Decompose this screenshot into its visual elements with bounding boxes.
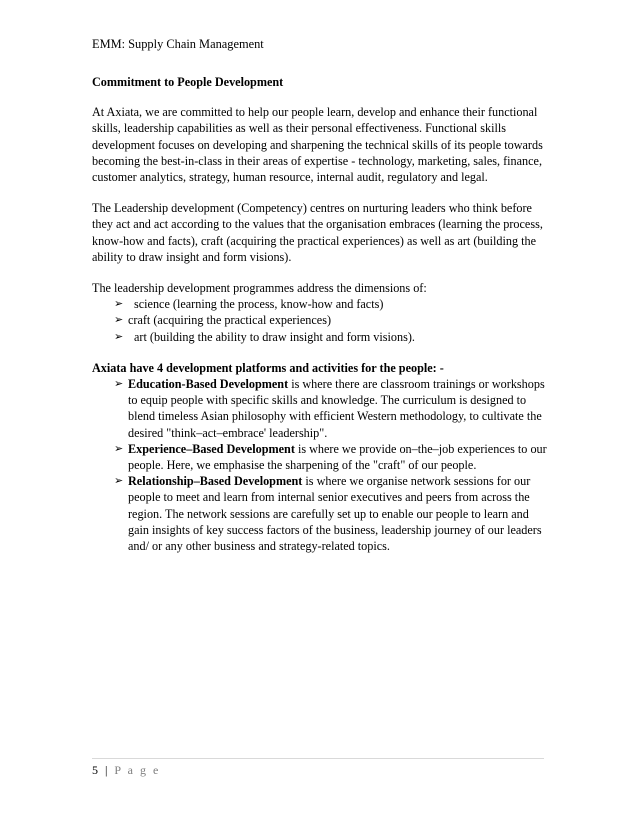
arrow-bullet-icon: ➢ bbox=[114, 378, 124, 391]
section-title: Commitment to People Development bbox=[92, 75, 284, 89]
document-page bbox=[92, 36, 552, 554]
platform-item-education bbox=[114, 376, 552, 441]
arrow-bullet-icon: ➢ bbox=[114, 330, 124, 343]
platform-text: is where we organise network sessions for our people to meet and learn from internal senior executives and peers from across the region. The network sessions are carefully set up to enable our people to learn and gain insights of key success factors of the business, leadership journey of our leaders and/ or any other business and strategy-related topics. bbox=[128, 474, 542, 554]
platform-text: is where we provide on–the–job experiences to our people. Here, we emphasise the sharpening of the "craft" of our people. bbox=[128, 441, 547, 473]
dimension-text: art (building the ability to draw insight and form visions). bbox=[134, 329, 415, 344]
platform-text: is where there are classroom trainings or workshops to equip people with specific skills and knowledge. The curriculum is designed to blend timeless Asian philosophy with efficient Western methodology, to cultivate the desired "think–act–embrace' leadership". bbox=[128, 377, 545, 440]
dimension-text: science (learning the process, know-how and facts) bbox=[134, 297, 384, 312]
running-header: EMM: Supply Chain Management bbox=[92, 37, 264, 51]
arrow-bullet-icon: ➢ bbox=[114, 298, 124, 311]
platforms-list bbox=[92, 376, 552, 554]
platform-description bbox=[128, 473, 552, 554]
dimension-item-craft bbox=[114, 312, 552, 328]
page-label: P a g e bbox=[114, 763, 161, 777]
platform-name: Experience–Based Development bbox=[128, 441, 295, 456]
arrow-bullet-icon: ➢ bbox=[114, 475, 124, 488]
leadership-paragraph: The Leadership development (Competency) centres on nurturing leaders who think before they act and act according to the values that the organisation embraces (learning the process, know-how and facts), craft (acquiring the practical experiences) as well as art (building the ability to draw insight and form visions). bbox=[92, 201, 543, 264]
dimensions-intro: The leadership development programmes address the dimensions of: bbox=[92, 281, 427, 296]
dimension-item-art bbox=[114, 329, 552, 345]
commitment-paragraph: At Axiata, we are committed to help our people learn, develop and enhance their functional skills, leadership capabilities as well as their personal effectiveness. Functional skills development focuses on developing and sharpening the technical skills of its people towards becoming the best-in-class in their areas of expertise - technology, marketing, sales, finance, customer analytics, strategy, human resource, internal audit, regulatory and legal. bbox=[92, 105, 543, 185]
dimension-item-science bbox=[114, 296, 552, 312]
platform-description bbox=[128, 441, 552, 473]
platform-description bbox=[128, 376, 552, 441]
footer-separator: | bbox=[105, 763, 108, 777]
dimensions-list bbox=[92, 296, 552, 345]
page-number: 5 bbox=[92, 763, 98, 777]
dimension-text: craft (acquiring the practical experiences) bbox=[128, 313, 332, 328]
platform-name: Relationship–Based Development bbox=[128, 474, 303, 489]
platform-item-experience bbox=[114, 441, 552, 473]
platform-name: Education-Based Development bbox=[128, 377, 289, 392]
page-footer bbox=[92, 758, 544, 778]
arrow-bullet-icon: ➢ bbox=[114, 442, 124, 455]
platform-item-relationship bbox=[114, 473, 552, 554]
arrow-bullet-icon: ➢ bbox=[114, 314, 124, 327]
platforms-heading: Axiata have 4 development platforms and activities for the people: - bbox=[92, 360, 444, 375]
